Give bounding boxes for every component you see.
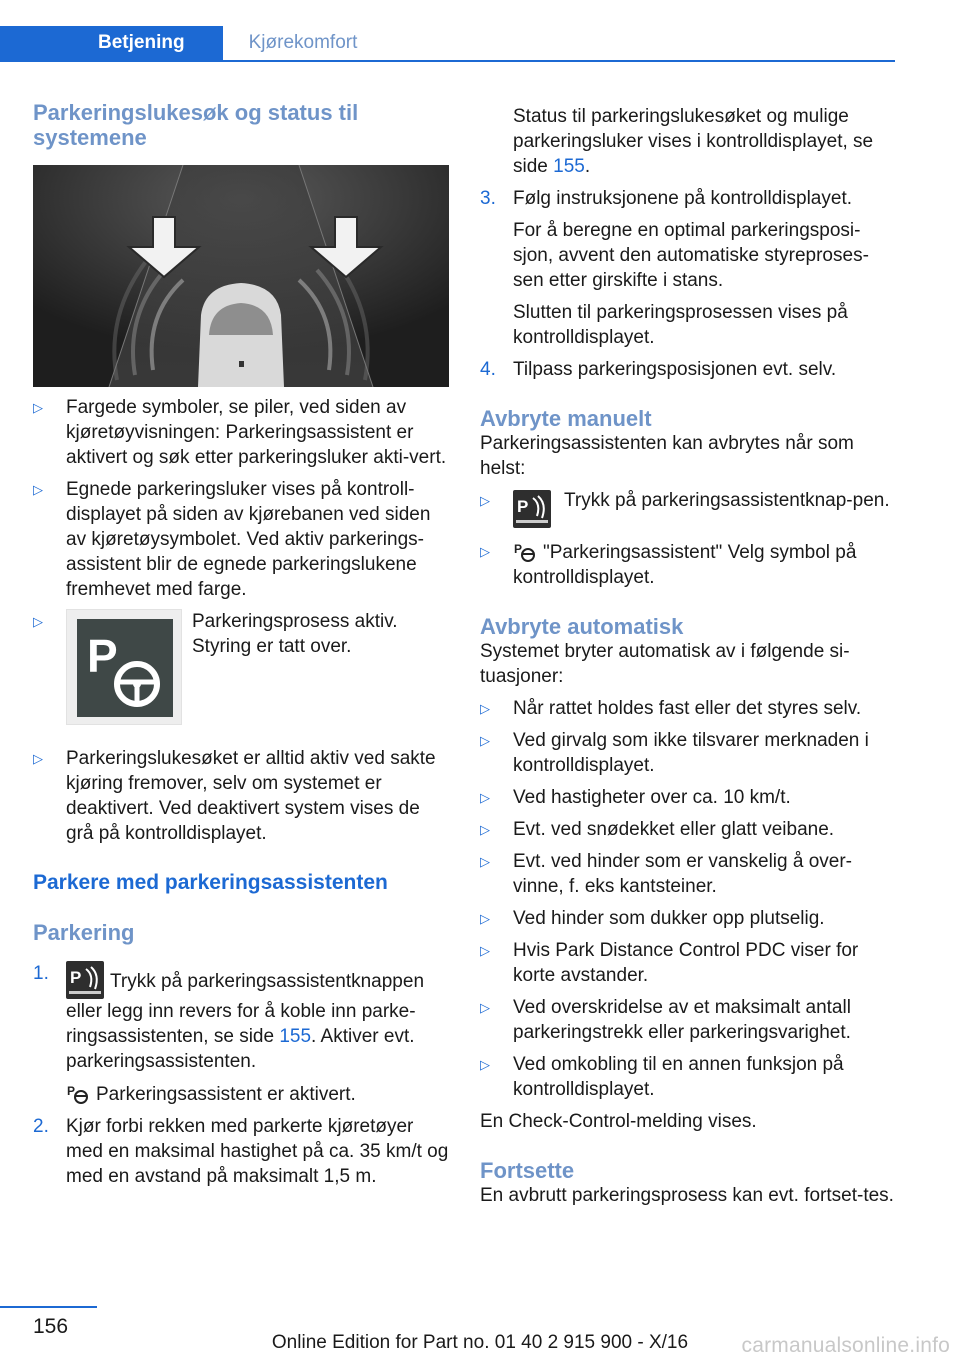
page-link[interactable]: 155 [553,156,585,177]
list-item: 3. Følg instruksjonene på kontrolldisplayet. For å beregne en optimal parkeringsposi‐sjon, avvent den automatiske styreproses‐sen etter girskifte i stans. Slutten til parkeringsprosessen vises på kontrolldisplayet. [480,188,869,348]
svg-text:P: P [517,497,529,516]
triangle-bullet-icon: ▷ [33,614,43,629]
heading-avbryte-manuelt: Avbryte manuelt [480,406,652,431]
park-assist-button-icon [66,961,104,999]
status-bullet-list [33,395,449,846]
svg-text:P: P [70,968,82,987]
list-item: 1. P Trykk på parkeringsassistentknappen eller legg inn revers for å koble inn parke‐ringsassistenten, se side 155. Aktiver evt. parkeringsassistenten. P Parkeringsassistent er aktivert. [33,961,449,1107]
edition-text: Online Edition for Part no. 01 40 2 915 900 - X/16 [271,1332,689,1353]
list-item: ▷ Ved hastigheter over ca. 10 km/t. [480,787,791,808]
check-control-message: En Check-Control-melding vises. [480,1111,757,1132]
auto-cancel-list [480,696,896,1102]
triangle-bullet-icon: ▷ [480,1000,490,1015]
parking-steps-left [33,961,449,1189]
step-number: 3. [480,188,496,209]
svg-text:P: P [514,542,523,556]
triangle-bullet-icon: ▷ [33,400,43,415]
triangle-bullet-icon: ▷ [33,751,43,766]
watermark: carmanualsonline.info [741,1334,950,1357]
page-number: 156 [33,1315,69,1338]
heading-parkering: Parkering [33,920,135,945]
list-item: ▷ Egnede parkeringsluker vises på kontroll‐displayet på siden av kjørebanen ved siden av kjøretøysymbolet. Ved aktiv parkerings‐assistent blir de egnede parkeringslukene fremhevet med farge. [33,479,431,600]
footer-rule [0,1306,97,1308]
page-link[interactable]: 155 [279,1026,312,1047]
heading-fortsette: Fortsette [480,1158,575,1183]
step-number: 2. [33,1116,49,1137]
right-column: Status til parkeringslukesøket og mulige parkeringsluker vises i kontrolldisplayet, se side 155. 3. Følg instruksjonene på kontrolldisplayet. For å beregne en optimal parkeringsposi‐sjon, avvent den automatiske styreproses‐sen etter girskifte i stans. Slutten til parkeringsprosessen vises på kontrolldisplayet. 4. Tilpass parkeringsposisjonen evt. selv. Avbryte manuelt Parkeringsassistenten kan avbrytes når som helst: ▷ P Trykk på parkeringsassistentknap‐pen. ▷ P "Parkeringsassistent" Velg symbol på kontrolldisplayet. Avbryte automatisk Systemet bryter automatisk av i følgende si‐tuasjoner: ▷ Når rattet holdes fast eller det styres selv. ▷ Ved girvalg som ikke tilsvarer merknaden i kontrolldisplayet. ▷ Ved hastigheter over ca. 10 km/t. ▷ Evt. ved snødekket eller glatt veibane. ▷ Evt. ved hinder som er vanskelig å over‐vinne, f. eks kantsteiner. ▷ Ved hinder som dukker opp plutselig. ▷ Hvis Park Distance Control PDC viser for korte avstander. ▷ Ved overskridelse av et maksimalt antall parkeringstrekk eller parkeringsvarighet. ▷ Ved omkobling til en annen funksjon på kontrolldisplayet. En Check-Control-melding vises. Fortsette En avbrutt parkeringsprosess kan evt. fortset‐tes. [480,104,896,1208]
left-column [33,100,449,1189]
list-item: ▷ P Trykk på parkeringsassistentknap‐pen. [480,488,896,532]
step-number: 1. [33,963,49,984]
parking-active-text: Parkeringsprosess aktiv. Styring er tatt over. [192,611,398,657]
step-number: 4. [480,359,496,380]
triangle-bullet-icon: ▷ [480,733,490,748]
list-item: ▷ Evt. ved hinder som er vanskelig å over‐vinne, f. eks kantsteiner. [480,851,852,897]
step2-continued: Status til parkeringslukesøket og mulige parkeringsluker vises i kontrolldisplayet, se side 155. [513,106,874,177]
svg-text:P: P [67,1084,76,1098]
chapter-tabs [0,26,895,62]
triangle-bullet-icon: ▷ [480,493,490,508]
section-title-status: Parkeringslukesøk og status til systemene [33,100,359,150]
list-item: ▷ Fargede symboler, se piler, ved siden av kjøretøyvisningen: Parkeringsassistent er aktivert og søk etter parkeringsluker akti‐vert. [33,397,447,468]
heading-avbryte-automatisk: Avbryte automatisk [480,614,684,639]
svg-text:P: P [87,630,118,682]
triangle-bullet-icon: ▷ [480,790,490,805]
triangle-bullet-icon: ▷ [480,701,490,716]
parking-steps-right [480,186,896,382]
triangle-bullet-icon: ▷ [480,854,490,869]
triangle-bullet-icon: ▷ [480,943,490,958]
manual-cancel-list [480,488,896,590]
tab-betjening[interactable]: Betjening [0,26,223,60]
triangle-bullet-icon: ▷ [33,482,43,497]
park-assist-button-icon [513,490,551,528]
triangle-bullet-icon: ▷ [480,822,490,837]
parking-active-icon [66,609,182,725]
tab-kjorekomfort[interactable]: Kjørekomfort [248,32,358,53]
heading-parkere: Parkere med parkeringsassistenten [33,871,388,894]
triangle-bullet-icon: ▷ [480,544,490,559]
list-item: ▷ Ved girvalg som ikke tilsvarer merknaden i kontrolldisplayet. [480,730,869,776]
list-item: 4. Tilpass parkeringsposisjonen evt. selv. [480,359,837,380]
list-item: ▷ Ved omkobling til en annen funksjon på kontrolldisplayet. [480,1054,844,1100]
triangle-bullet-icon: ▷ [480,911,490,926]
list-item [33,609,449,739]
list-item: ▷ Evt. ved snødekket eller glatt veibane. [480,819,835,840]
parking-display-illustration [33,165,449,387]
list-item: ▷ Hvis Park Distance Control PDC viser for korte avstander. [480,940,859,986]
park-steering-icon [513,539,537,563]
park-steering-icon [66,1081,90,1105]
list-item: ▷ P "Parkeringsassistent" Velg symbol på kontrolldisplayet. [480,539,896,590]
list-item: ▷ Ved hinder som dukker opp plutselig. [480,908,825,929]
list-item: ▷ Parkeringslukesøket er alltid aktiv ved sakte kjøring fremover, selv om systemet er deaktivert. Ved deaktivert system vises de grå på kontrolldisplayet. [33,748,436,844]
list-item: 2. Kjør forbi rekken med parkerte kjøretøyer med en maksimal hastighet på ca. 35 km/t og med en avstand på maksimalt 1,5 m. [33,1116,449,1187]
list-item: ▷ Ved overskridelse av et maksimalt antall parkeringstrekk eller parkeringsvarighet. [480,997,851,1043]
parking-display-image [33,165,449,387]
list-item: ▷ Når rattet holdes fast eller det styres selv. [480,698,862,719]
triangle-bullet-icon: ▷ [480,1057,490,1072]
step-sub: P Parkeringsassistent er aktivert. [66,1081,449,1107]
